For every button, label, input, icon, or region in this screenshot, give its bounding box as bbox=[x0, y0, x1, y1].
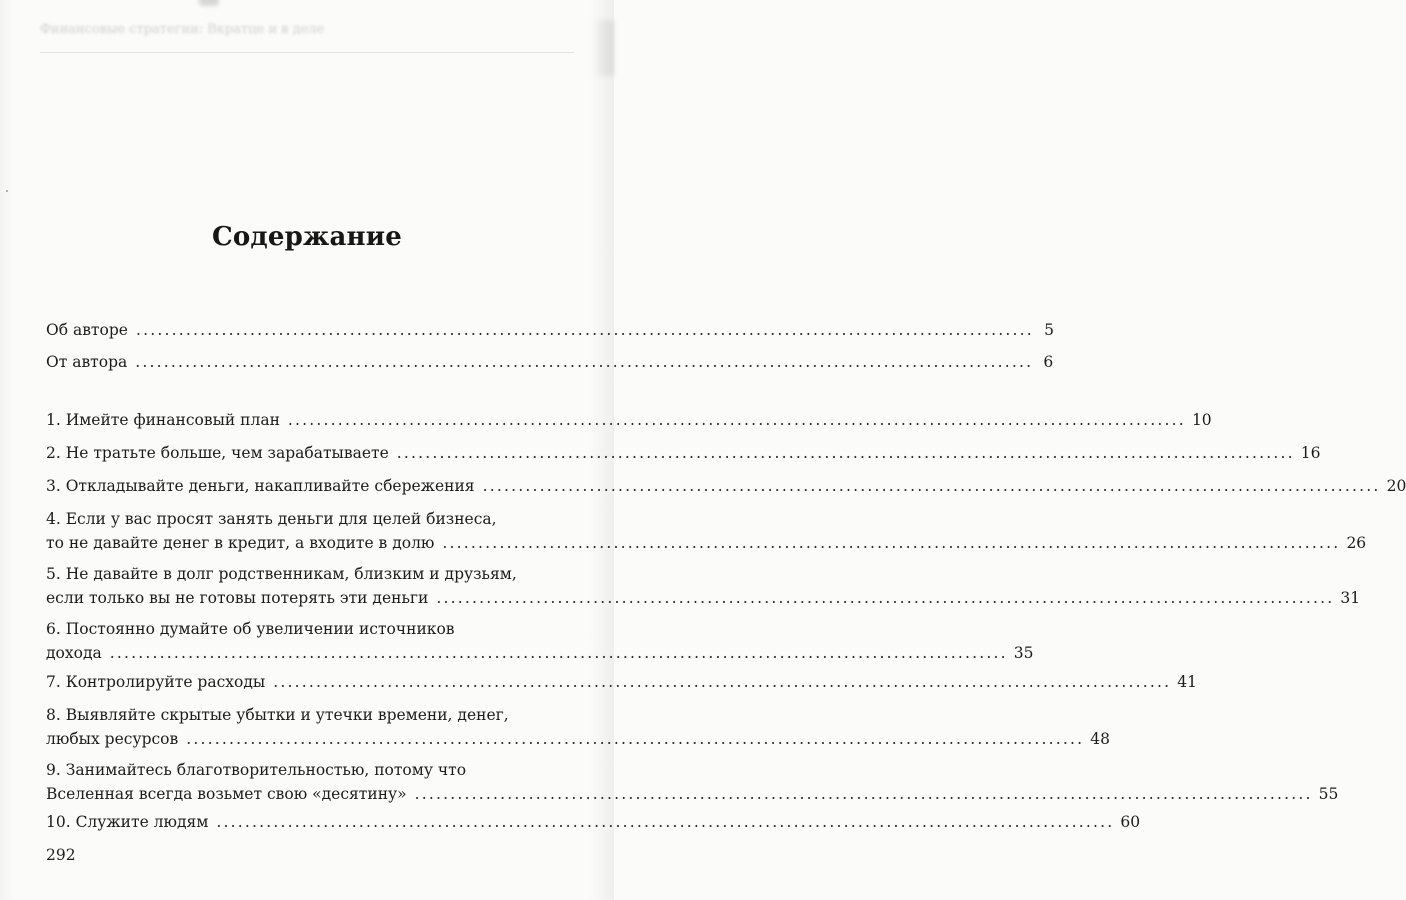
toc-entry-title: 8. Выявляйте скрытые убытки и утечки времени, денег, bbox=[46, 706, 509, 724]
toc-entry-line bbox=[46, 562, 568, 586]
toc-dot-leader: .............................................................................................................................. bbox=[109, 644, 1008, 662]
toc-entry-title: 2. Не тратьте больше, чем зарабатываете bbox=[46, 444, 389, 462]
paper-speck bbox=[6, 190, 8, 192]
toc-entry-line bbox=[46, 703, 568, 727]
toc-entry-title: 9. Занимайтесь благотворительностью, потому что bbox=[46, 761, 467, 779]
toc-page-number: 16 bbox=[1300, 444, 1321, 462]
toc-dot-leader: .............................................................................................................................. bbox=[273, 673, 1172, 691]
toc-entry-line bbox=[46, 641, 1034, 665]
toc-dot-leader: .............................................................................................................................. bbox=[396, 444, 1295, 462]
toc-entry-title: Вселенная всегда возьмет свою «десятину» bbox=[46, 785, 407, 803]
toc-entry-title: Об авторе bbox=[46, 321, 128, 339]
toc-entry-line bbox=[46, 810, 1141, 834]
toc-dot-leader: .............................................................................................................................. bbox=[186, 730, 1085, 748]
toc-entry-line bbox=[46, 782, 1339, 806]
toc-entry bbox=[46, 474, 1406, 498]
toc-dot-leader: .............................................................................................................................. bbox=[482, 477, 1381, 495]
toc-entry-line bbox=[46, 758, 568, 782]
toc-entry-line bbox=[46, 727, 1110, 751]
toc-dot-leader: .............................................................................................................................. bbox=[135, 321, 1034, 339]
toc-entry-line bbox=[46, 318, 1054, 342]
bleed-through-rule bbox=[40, 52, 574, 53]
toc-entry bbox=[46, 318, 1054, 342]
toc-entry-line bbox=[46, 350, 1054, 374]
toc-entry-title: 3. Откладывайте деньги, накапливайте сбережения bbox=[46, 477, 475, 495]
bleed-through-mark bbox=[199, 0, 219, 6]
page-title: Содержание bbox=[211, 222, 403, 252]
toc-dot-leader: .............................................................................................................................. bbox=[436, 589, 1335, 607]
toc-entry bbox=[46, 670, 1197, 694]
toc-entry bbox=[46, 350, 1054, 374]
toc-entry-title: 10. Служите людям bbox=[46, 813, 209, 831]
toc-entry bbox=[46, 507, 1367, 555]
toc-entry-title: то не давайте денег в кредит, а входите в долю bbox=[46, 534, 435, 552]
toc-entry-line bbox=[46, 507, 568, 531]
toc-entry-title: 6. Постоянно думайте об увеличении источников bbox=[46, 620, 455, 638]
toc-entry bbox=[46, 408, 1212, 432]
toc-entry-line bbox=[46, 586, 1361, 610]
toc-page-number: 41 bbox=[1177, 673, 1197, 691]
toc-entry-title: 5. Не давайте в долг родственникам, близким и друзьям, bbox=[46, 565, 517, 583]
toc-page-number: 35 bbox=[1013, 644, 1034, 662]
toc-entry-line bbox=[46, 531, 1367, 555]
toc-entry-title: дохода bbox=[46, 644, 102, 662]
toc-page-number: 48 bbox=[1090, 730, 1110, 748]
toc-entry-title: если только вы не готовы потерять эти деньги bbox=[46, 589, 429, 607]
toc-entry-title: 1. Имейте финансовый план bbox=[46, 411, 280, 429]
page-number: 292 bbox=[46, 846, 76, 864]
bleed-through-edge bbox=[592, 20, 614, 76]
toc-entry-line bbox=[46, 474, 1406, 498]
toc-entry bbox=[46, 617, 1034, 665]
toc-page-number: 31 bbox=[1340, 589, 1361, 607]
toc-page-number: 10 bbox=[1191, 411, 1212, 429]
toc-page-number: 6 bbox=[1043, 353, 1054, 371]
toc-dot-leader: .............................................................................................................................. bbox=[442, 534, 1341, 552]
toc-entry-title: 7. Контролируйте расходы bbox=[46, 673, 266, 691]
toc-entry bbox=[46, 562, 1361, 610]
toc-dot-leader: .............................................................................................................................. bbox=[287, 411, 1186, 429]
toc-page-number: 60 bbox=[1120, 813, 1141, 831]
toc-entry-title: любых ресурсов bbox=[46, 730, 179, 748]
toc-entry bbox=[46, 758, 1339, 806]
toc-dot-leader: .............................................................................................................................. bbox=[216, 813, 1115, 831]
toc-entry bbox=[46, 810, 1141, 834]
toc-entry-line bbox=[46, 408, 1212, 432]
toc-dot-leader: .............................................................................................................................. bbox=[135, 353, 1034, 371]
bleed-through-running-header: Финансовые стратегии: Вкратце и в деле bbox=[40, 22, 325, 37]
toc-entry bbox=[46, 703, 1110, 751]
toc-page-number: 55 bbox=[1318, 785, 1339, 803]
toc-entry-line bbox=[46, 617, 568, 641]
toc-entry-line bbox=[46, 441, 1321, 465]
toc-entry bbox=[46, 441, 1321, 465]
toc-page-number: 26 bbox=[1346, 534, 1367, 552]
toc-entry-line bbox=[46, 670, 1197, 694]
toc-page-number: 5 bbox=[1044, 321, 1054, 339]
toc-dot-leader: .............................................................................................................................. bbox=[414, 785, 1313, 803]
toc-page-number: 20 bbox=[1386, 477, 1406, 495]
toc-entry-title: 4. Если у вас просят занять деньги для целей бизнеса, bbox=[46, 510, 497, 528]
toc-entry-title: От автора bbox=[46, 353, 128, 371]
